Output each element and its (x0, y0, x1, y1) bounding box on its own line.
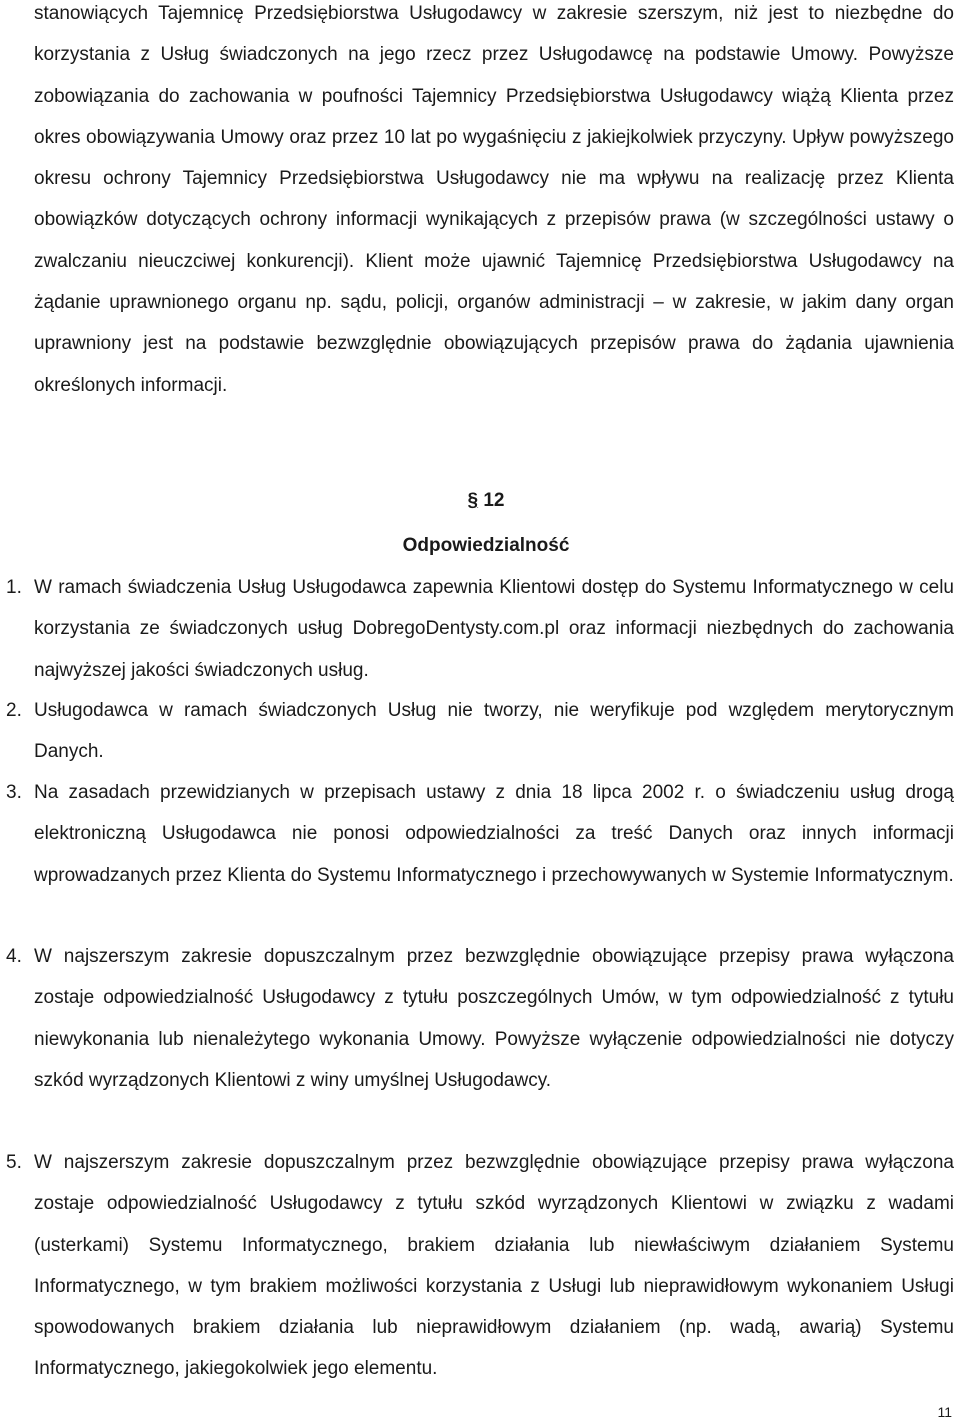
section-number (6, 490, 960, 512)
section-number-value: 12 (483, 490, 505, 511)
list-item-number: 1. (6, 577, 22, 598)
list-item-number: 5. (6, 1152, 22, 1173)
list-item-text: W najszerszym zakresie dopuszczalnym przez bezwzględnie obowiązujące przepisy prawa wyłączona zostaje odpowiedzialność Usługodawcy z tytułu szkód wyrządzonych Klientowi w związku z wadami (usterkami) Systemu Informatycznego, brakiem działania lub niewłaściwym działaniem Systemu Informatycznego, w tym brakiem możliwości korzystania z Usługi lub nieprawidłowym wykonaniem Usługi spowodowanych brakiem działania lub nieprawidłowym działaniem (np. wadą, awarią) Systemu Informatycznego, jakiegokolwiek jego elementu. (34, 1152, 954, 1380)
list-item-number: 2. (6, 700, 22, 721)
intro-paragraph: stanowiących Tajemnicę Przedsiębiorstwa Usługodawcy w zakresie szerszym, niż jest to niezbędne do korzystania z Usług świadczonych na jego rzecz przez Usługodawcę na podstawie Umowy. Powyższe zobowiązania do zachowania w poufności Tajemnicy Przedsiębiorstwa Usługodawcy wiążą Klienta przez okres obowiązywania Umowy oraz przez 10 lat po wygaśnięciu z jakiejkolwiek przyczyny. Upływ powyższego okresu ochrony Tajemnicy Przedsiębiorstwa Usługodawcy nie ma wpływu na realizację przez Klienta obowiązków dotyczących ochrony informacji wynikających z przepisów prawa (w szczególności ustawy o zwalczaniu nieuczciwej konkurencji). Klient może ujawnić Tajemnicę Przedsiębiorstwa Usługodawcy na żądanie uprawnionego organu np. sądu, policji, organów administracji – w zakresie, w jakim dany organ uprawniony jest na podstawie bezwzględnie obowiązujących przepisów prawa do żądania ujawnienia określonych informacji. (34, 3, 954, 396)
list-item-text: Usługodawca w ramach świadczonych Usług nie tworzy, nie weryfikuje pod względem merytorycznym Danych. (34, 700, 954, 763)
list-item-number: 4. (6, 946, 22, 967)
section-symbol: § (467, 490, 479, 511)
list-item-text: W najszerszym zakresie dopuszczalnym przez bezwzględnie obowiązujące przepisy prawa wyłączona zostaje odpowiedzialność Usługodawcy z tytułu poszczególnych Umów, w tym odpowiedzialność z tytułu niewykonania lub nienależytego wykonania Umowy. Powyższe wyłączenie odpowiedzialności nie dotyczy szkód wyrządzonych Klientowi z winy umyślnej Usługodawcy. (34, 946, 954, 1091)
section-title: Odpowiedzialność (402, 535, 570, 556)
page-number: 11 (937, 1404, 952, 1420)
list-item-text: W ramach świadczenia Usług Usługodawca zapewnia Klientowi dostęp do Systemu Informatycznego w celu korzystania ze świadczonych usług DobregoDentysty.com.pl oraz informacji niezbędnych do zachowania najwyższej jakości świadczonych usług. (34, 577, 954, 681)
list-item-number: 3. (6, 782, 22, 803)
list-item-text: Na zasadach przewidzianych w przepisach ustawy z dnia 18 lipca 2002 r. o świadczeniu usług drogą elektroniczną Usługodawca nie ponosi odpowiedzialności za treść Danych oraz innych informacji wprowadzanych przez Klienta do Systemu Informatycznego i przechowywanych w Systemie Informatycznym. (34, 782, 954, 886)
